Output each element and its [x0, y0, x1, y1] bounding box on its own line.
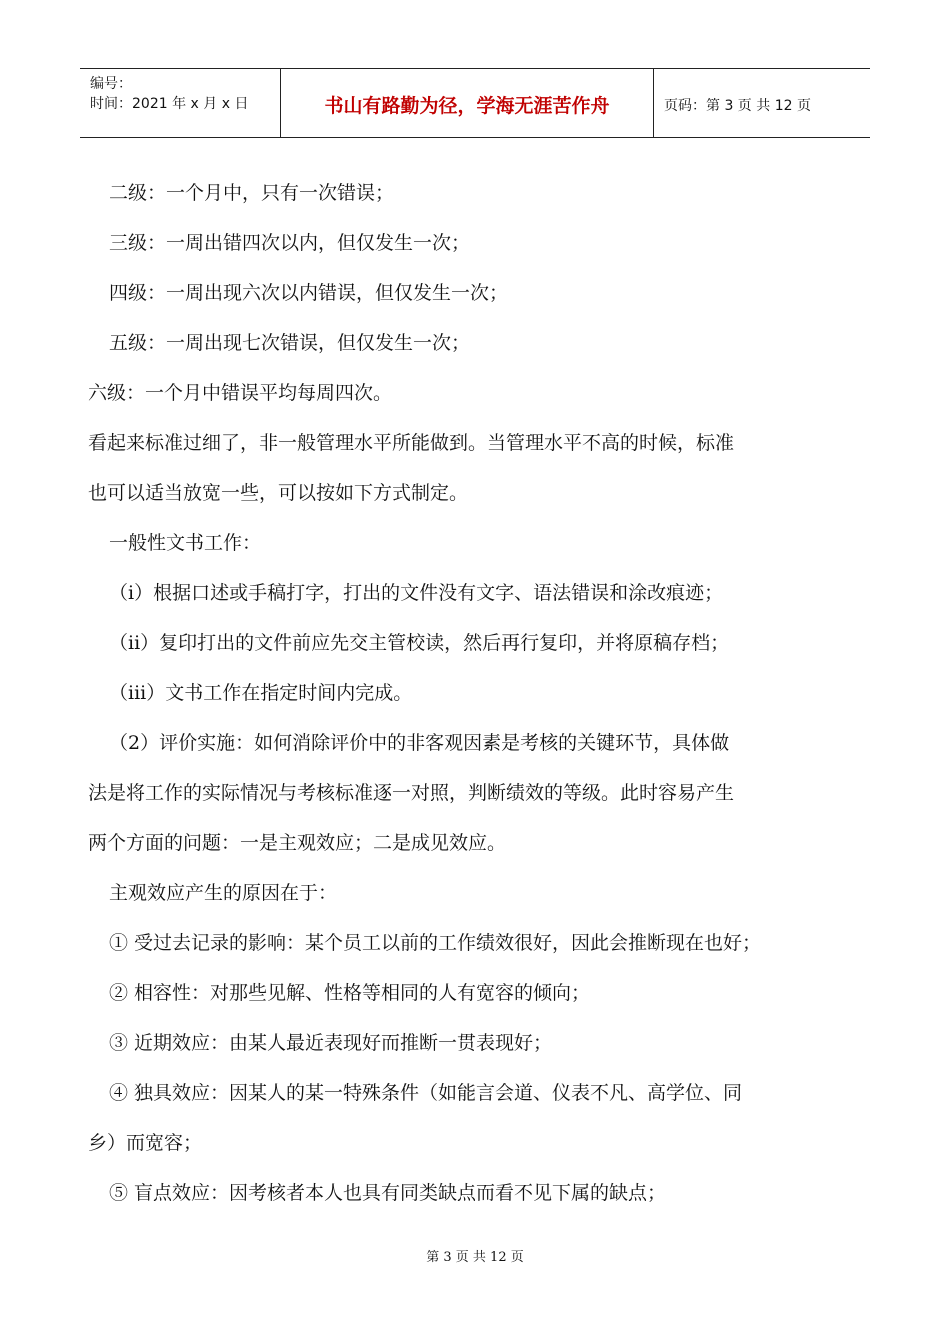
- list-item: ⑤ 盲点效应：因考核者本人也具有同类缺点而看不见下属的缺点；: [109, 1182, 667, 1204]
- date-line: 时间：2021 年 x 月 x 日: [90, 96, 249, 112]
- header-center-cell: [280, 69, 654, 137]
- header-left-cell: [80, 69, 280, 137]
- list-item: ① 受过去记录的影响：某个员工以前的工作绩效很好，因此会推断现在也好；: [109, 932, 762, 954]
- number-label: 编号：: [90, 76, 132, 92]
- paragraph-line: 看起来标准过细了，非一般管理水平所能做到。当管理水平不高的时候，标准: [88, 432, 735, 454]
- list-item: （ii）复印打出的文件前应先交主管校读，然后再行复印，并将原稿存档；: [109, 632, 730, 654]
- page-footer: 第 3 页 共 12 页: [426, 1250, 524, 1265]
- paragraph-line: （2）评价实施：如何消除评价中的非客观因素是考核的关键环节，具体做: [109, 732, 730, 754]
- paragraph-line: 也可以适当放宽一些，可以按如下方式制定。: [88, 482, 469, 504]
- list-item: ④ 独具效应：因某人的某一特殊条件（如能言会道、仪表不凡、高学位、同: [109, 1082, 743, 1104]
- grade-5-line: 五级：一周出现七次错误，但仅发生一次；: [109, 332, 471, 354]
- list-item: ③ 近期效应：由某人最近表现好而推断一贯表现好；: [109, 1032, 553, 1054]
- section-heading: 主观效应产生的原因在于：: [109, 882, 338, 904]
- page-header: [80, 68, 870, 138]
- list-item-continuation: 乡）而宽容；: [88, 1132, 203, 1154]
- header-right-cell: [654, 69, 870, 137]
- header-motto: 书山有路勤为径，学海无涯苦作舟: [324, 95, 610, 117]
- page-info: 页码：第 3 页 共 12 页: [664, 98, 811, 114]
- grade-4-line: 四级：一周出现六次以内错误，但仅发生一次；: [109, 282, 509, 304]
- grade-2-line: 二级：一个月中，只有一次错误；: [109, 182, 395, 204]
- list-item: ② 相容性：对那些见解、性格等相同的人有宽容的倾向；: [109, 982, 591, 1004]
- list-item: （i）根据口述或手稿打字，打出的文件没有文字、语法错误和涂改痕迹；: [109, 582, 724, 604]
- grade-6-line: 六级：一个月中错误平均每周四次。: [88, 382, 393, 404]
- section-heading: 一般性文书工作：: [109, 532, 262, 554]
- list-item: （iii）文书工作在指定时间内完成。: [109, 682, 413, 704]
- paragraph-line: 两个方面的问题：一是主观效应；二是成见效应。: [88, 832, 507, 854]
- paragraph-line: 法是将工作的实际情况与考核标准逐一对照，判断绩效的等级。此时容易产生: [88, 782, 735, 804]
- grade-3-line: 三级：一周出错四次以内，但仅发生一次；: [109, 232, 471, 254]
